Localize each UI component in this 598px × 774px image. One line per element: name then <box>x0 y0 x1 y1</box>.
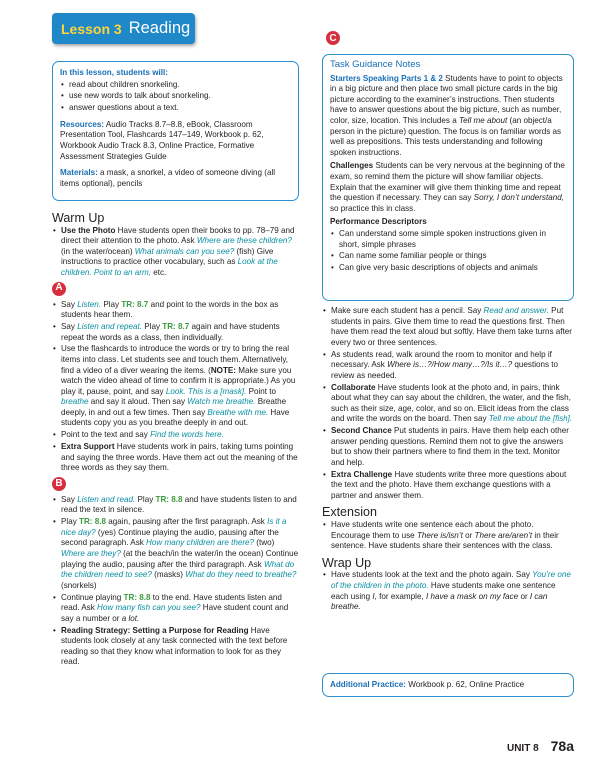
list-item: • Have students write one sentence each about the photo. Encourage them to use There is/isn’t or There are/aren’t in their sentence. Have students share their sentences with the class. <box>322 520 574 552</box>
resources-label: Resources: <box>60 119 105 129</box>
extension-list <box>322 520 574 552</box>
page-footer <box>507 738 574 754</box>
materials-text <box>60 168 291 189</box>
challenges-text: Challenges Students can be very nervous at the beginning of the exam, so remind them the picture will show familiar objects. Explain that the examiner will give them thinking time and repeat the question if necessary. They can say Sorry, I don’t understand, so practice this in class. <box>330 161 565 213</box>
section-a-badge: A <box>52 282 66 296</box>
list-item: • Say Listen. Play TR: 8.7 and point to the words in the box as students hear them. <box>52 300 299 321</box>
left-column <box>52 213 299 669</box>
list-item: • Say Listen and read. Play TR: 8.8 and have students listen to and read the text in silence. <box>52 495 299 516</box>
resources-text <box>60 120 291 162</box>
lesson-objectives-box <box>52 61 299 201</box>
starters-text: Starters Speaking Parts 1 & 2 Students have to point to objects in a big picture and then place two small picture cards in the big picture according to the examiner’s instructions. Then students have to answer questions about the big picture, such as number, color, size, location. This includes a Tell me about (an object/a person in the picture) question. The focus is on familiar words as well as prepositions. This tests understanding and following spoken instructions. <box>330 73 563 157</box>
performance-list <box>330 229 566 274</box>
right-column <box>322 306 574 614</box>
wrapup-heading: Wrap Up <box>322 555 372 570</box>
list-item: • Collaborate Have students look at the photo and, in pairs, think about what they can say about the children, the water, and the fish, such as their size, age, color, and so on. Elicit ideas from the class and write the words on the board. Then say Tell me about the [fish]. <box>322 383 574 425</box>
materials-label: Materials: <box>60 168 98 178</box>
additional-practice-box <box>322 673 574 697</box>
objectives-heading: In this lesson, students will: <box>60 68 168 77</box>
section-b-badge: B <box>52 477 66 491</box>
list-item: • Say Listen and repeat. Play TR: 8.7 again and have students repeat the words as a class, then individually. <box>52 322 299 343</box>
additional-practice-label: Additional Practice: <box>330 679 407 689</box>
lesson-label: Lesson 3 <box>61 20 122 37</box>
extension-heading: Extension <box>322 505 377 520</box>
section-c-badge: C <box>326 31 340 45</box>
unit-label: UNIT 8 <box>506 743 539 754</box>
warmup-heading: Warm Up <box>52 211 105 225</box>
list-item: • Second Chance Put students in pairs. Have them help each other answer pending questions. Remind them not to give the answers but to show their partners where to find them in the text. Monitor and help. <box>322 426 574 468</box>
task-guidance-box <box>322 54 574 301</box>
materials-value: a mask, a snorkel, a video of someone diving (all items optional), pencils <box>60 168 276 188</box>
descriptor-item: • Can give very basic descriptions of objects and animals <box>330 263 566 274</box>
resources-value: Audio Tracks 8.7–8.8, eBook, Classroom Presentation Tool, Flashcards 147–149, Workbook p. 62, Workbook Audio Track 8.3, Online Practice, Formative Assessment Strategies Guide <box>60 119 264 161</box>
objective-item: • read about children snorkeling. <box>60 80 291 91</box>
section-c-list <box>322 306 574 501</box>
performance-heading: Performance Descriptors <box>330 217 427 227</box>
list-item: • As students read, walk around the room to monitor and help if necessary. Ask Where is…?/How many…?/Is it…? questions to review as needed. <box>322 350 574 382</box>
list-item: • Make sure each student has a pencil. Say Read and answer. Put students in pairs. Give them time to read the questions first. Then have them read the text aloud but softly. Have them take turns after every two or three sentences. <box>322 306 574 348</box>
list-item: • Extra Support Have students work in pairs, taking turns pointing and saying the three words. Have them act out the meaning of the three words as they say them. <box>52 442 299 474</box>
section-b-list <box>52 495 299 668</box>
lesson-title: Reading <box>128 19 191 37</box>
task-guidance-heading: Task Guidance Notes <box>330 59 421 70</box>
objective-item: • answer questions about a text. <box>60 103 291 114</box>
objective-item: • use new words to talk about snorkeling. <box>60 91 291 102</box>
list-item: • Point to the text and say Find the words here. <box>52 430 299 441</box>
list-item: • Reading Strategy: Setting a Purpose for Reading Have students look closely at any task connected with the text before reading so that they know what information to look for as they read. <box>52 626 299 668</box>
additional-practice-value: Workbook p. 62, Online Practice <box>408 679 525 689</box>
wrapup-list <box>322 570 574 612</box>
warmup-list <box>52 226 299 279</box>
lesson-banner <box>52 13 195 44</box>
list-item: • Play TR: 8.8 again, pausing after the first paragraph. Ask Is it a nice day? (yes) Continue playing the audio, pausing after the second paragraph. Ask How many children are there? (two) Where are they? (at the beach/in the water/in the ocean) Continue playing the audio, pausing after the third paragraph. Ask What do the children need to see? (masks) What do they need to breathe? (snorkels) <box>52 517 299 591</box>
warmup-item: • Use the Photo Have students open their books to pp. 78–79 and direct their attention to the photo. Ask Where are these children? (in the water/ocean) What animals can you see? (fish) Give instructions to practice other vocabulary, such as Look at the children. Point to an arm, etc. <box>52 226 299 279</box>
descriptor-item: • Can understand some simple spoken instructions given in short, simple phrases <box>330 229 566 250</box>
list-item: • Use the flashcards to introduce the words or try to bring the real items into class. Let students see and touch them. Alternatively, find a video of a diver wearing the items. (NOTE: Make sure you watch the video ahead of time to confirm it is appropriate.) As you play it, pause, point, and say Look. This is a [mask]. Point to breathe and say it aloud. Then say Watch me breathe. Breathe deeply, in and out a few times. Then say Breathe with me. Have students copy you as you breathe deeply in and out. <box>52 344 299 429</box>
objectives-list <box>60 80 291 114</box>
list-item: • Have students look at the text and the photo again. Say You’re one of the children in the photo. Have students make one sentence each using I, for example, I have a mask on my face or I can breathe. <box>322 570 574 612</box>
section-a-list <box>52 300 299 474</box>
list-item: • Continue playing TR: 8.8 to the end. Have students listen and read. Ask How many fish can you see? Have student count and say a number or a lot. <box>52 593 299 625</box>
list-item: • Extra Challenge Have students write three more questions about the text and the photo. Have them exchange questions with a partner and answer them. <box>322 470 574 502</box>
page-number: 78a <box>550 738 574 754</box>
descriptor-item: • Can name some familiar people or things <box>330 251 566 262</box>
